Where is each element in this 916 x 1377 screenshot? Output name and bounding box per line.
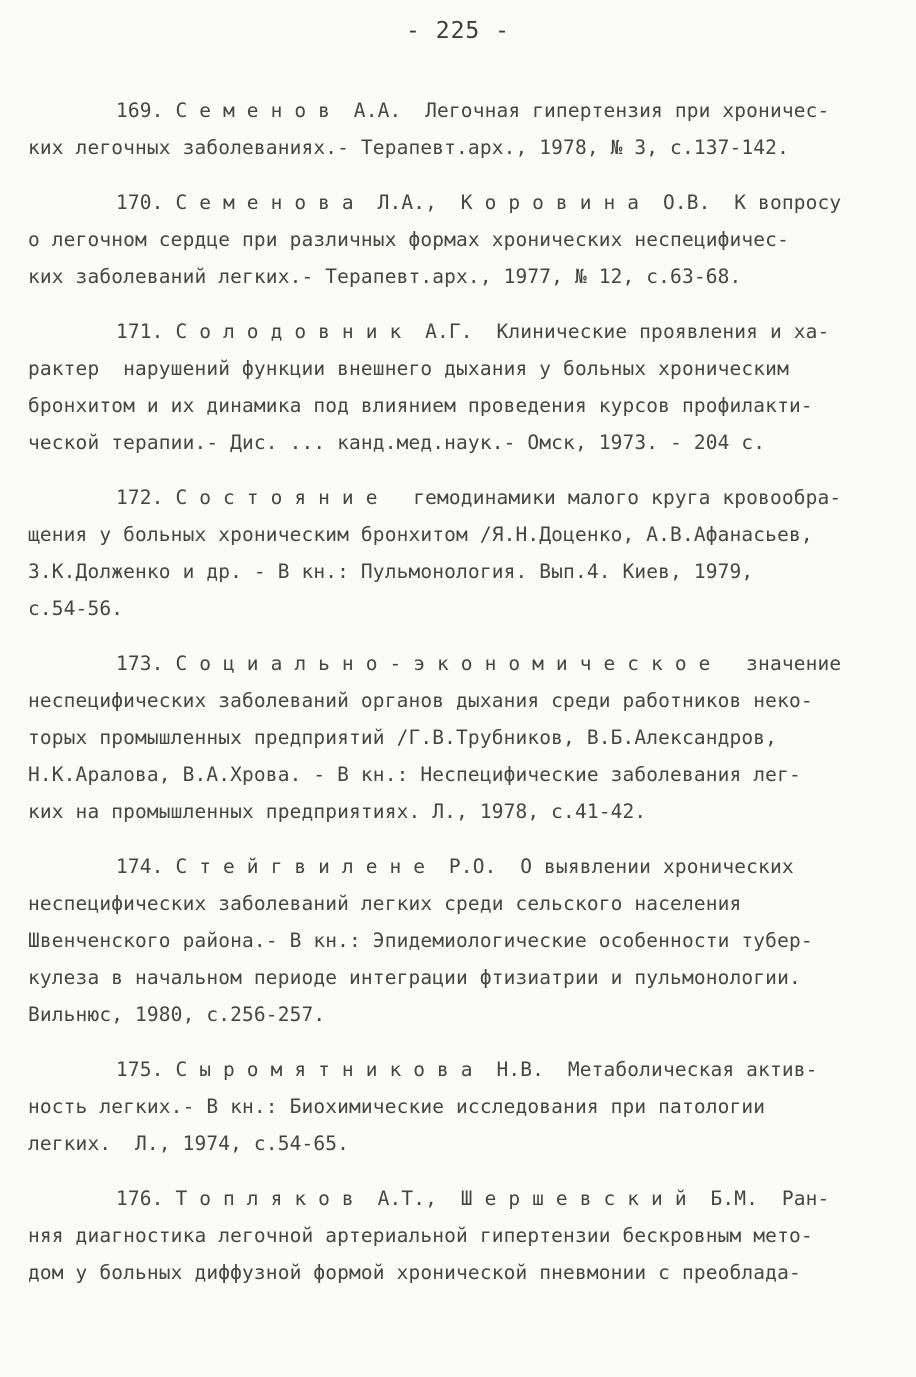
bibliography-entry-171 — [28, 313, 888, 461]
entry-line: Вильнюс, 1980, с.256-257. — [28, 1003, 326, 1026]
bibliography-entry-173 — [28, 645, 888, 830]
bibliography-list — [28, 92, 888, 1309]
entry-line: Швенченского района.- В кн.: Эпидемиологические особенности тубер- — [28, 929, 813, 952]
entry-line: с.54-56. — [28, 597, 124, 620]
entry-line: 176. Т о п л я к о в А.Т., Ш е р ш е в с к и й Б.М. Ран- — [116, 1187, 830, 1210]
entry-line: о легочном сердце при различных формах хронических неспецифичес- — [28, 228, 789, 251]
entry-line: торых промышленных предприятий /Г.В.Трубников, В.Б.Александров, — [28, 726, 778, 749]
entry-line: ческой терапии.- Дис. ... канд.мед.наук.- Омск, 1973. - 204 с. — [28, 431, 766, 454]
entry-line: ких легочных заболеваниях.- Терапевт.арх., 1978, № 3, с.137-142. — [28, 136, 789, 159]
entry-line: ность легких.- В кн.: Биохимические исследования при патологии — [28, 1095, 766, 1118]
entry-line: 171. С о л о д о в н и к А.Г. Клинические проявления и ха- — [116, 320, 830, 343]
entry-line: З.К.Долженко и др. - В кн.: Пульмонология. Вып.4. Киев, 1979, — [28, 560, 754, 583]
entry-line: 175. С ы р о м я т н и к о в а Н.В. Метаболическая актив- — [116, 1058, 818, 1081]
entry-line: няя диагностика легочной артериальной гипертензии бескровным мето- — [28, 1224, 813, 1247]
entry-line: неспецифических заболеваний органов дыхания среди работников неко- — [28, 689, 813, 712]
entry-line: 174. С т е й г в и л е н е Р.О. О выявлении хронических — [116, 855, 794, 878]
entry-line: легких. Л., 1974, с.54-65. — [28, 1132, 350, 1155]
entry-line: 172. С о с т о я н и е гемодинамики малого круга кровообра- — [116, 486, 842, 509]
entry-line: ких на промышленных предприятиях. Л., 1978, с.41-42. — [28, 800, 647, 823]
entry-line: дом у больных диффузной формой хронической пневмонии с преоблада- — [28, 1261, 801, 1284]
entry-line: 173. С о ц и а л ь н о - э к о н о м и ч е с к о е значение — [116, 652, 842, 675]
entry-line: 170. С е м е н о в а Л.А., К о р о в и н а О.В. К вопросу — [116, 191, 842, 214]
bibliography-entry-169 — [28, 92, 888, 166]
entry-line: рактер нарушений функции внешнего дыхания у больных хроническим — [28, 357, 789, 380]
entry-line: ких заболеваний легких.- Терапевт.арх., 1977, № 12, с.63-68. — [28, 265, 742, 288]
entry-line: Н.К.Аралова, В.А.Хрова. - В кн.: Неспецифические заболевания лег- — [28, 763, 801, 786]
entry-line: неспецифических заболеваний легких среди сельского населения — [28, 892, 742, 915]
page-number: - 225 - — [406, 18, 510, 44]
entry-line: кулеза в начальном периоде интеграции фтизиатрии и пульмонологии. — [28, 966, 801, 989]
bibliography-entry-172 — [28, 479, 888, 627]
entry-line: щения у больных хроническим бронхитом /Я.Н.Доценко, А.В.Афанасьев, — [28, 523, 813, 546]
bibliography-entry-174 — [28, 848, 888, 1033]
bibliography-entry-170 — [28, 184, 888, 295]
bibliography-entry-175 — [28, 1051, 888, 1162]
bibliography-entry-176 — [28, 1180, 888, 1291]
entry-line: 169. С е м е н о в А.А. Легочная гипертензия при хроничес- — [116, 99, 830, 122]
entry-line: бронхитом и их динамика под влиянием проведения курсов профилакти- — [28, 394, 813, 417]
